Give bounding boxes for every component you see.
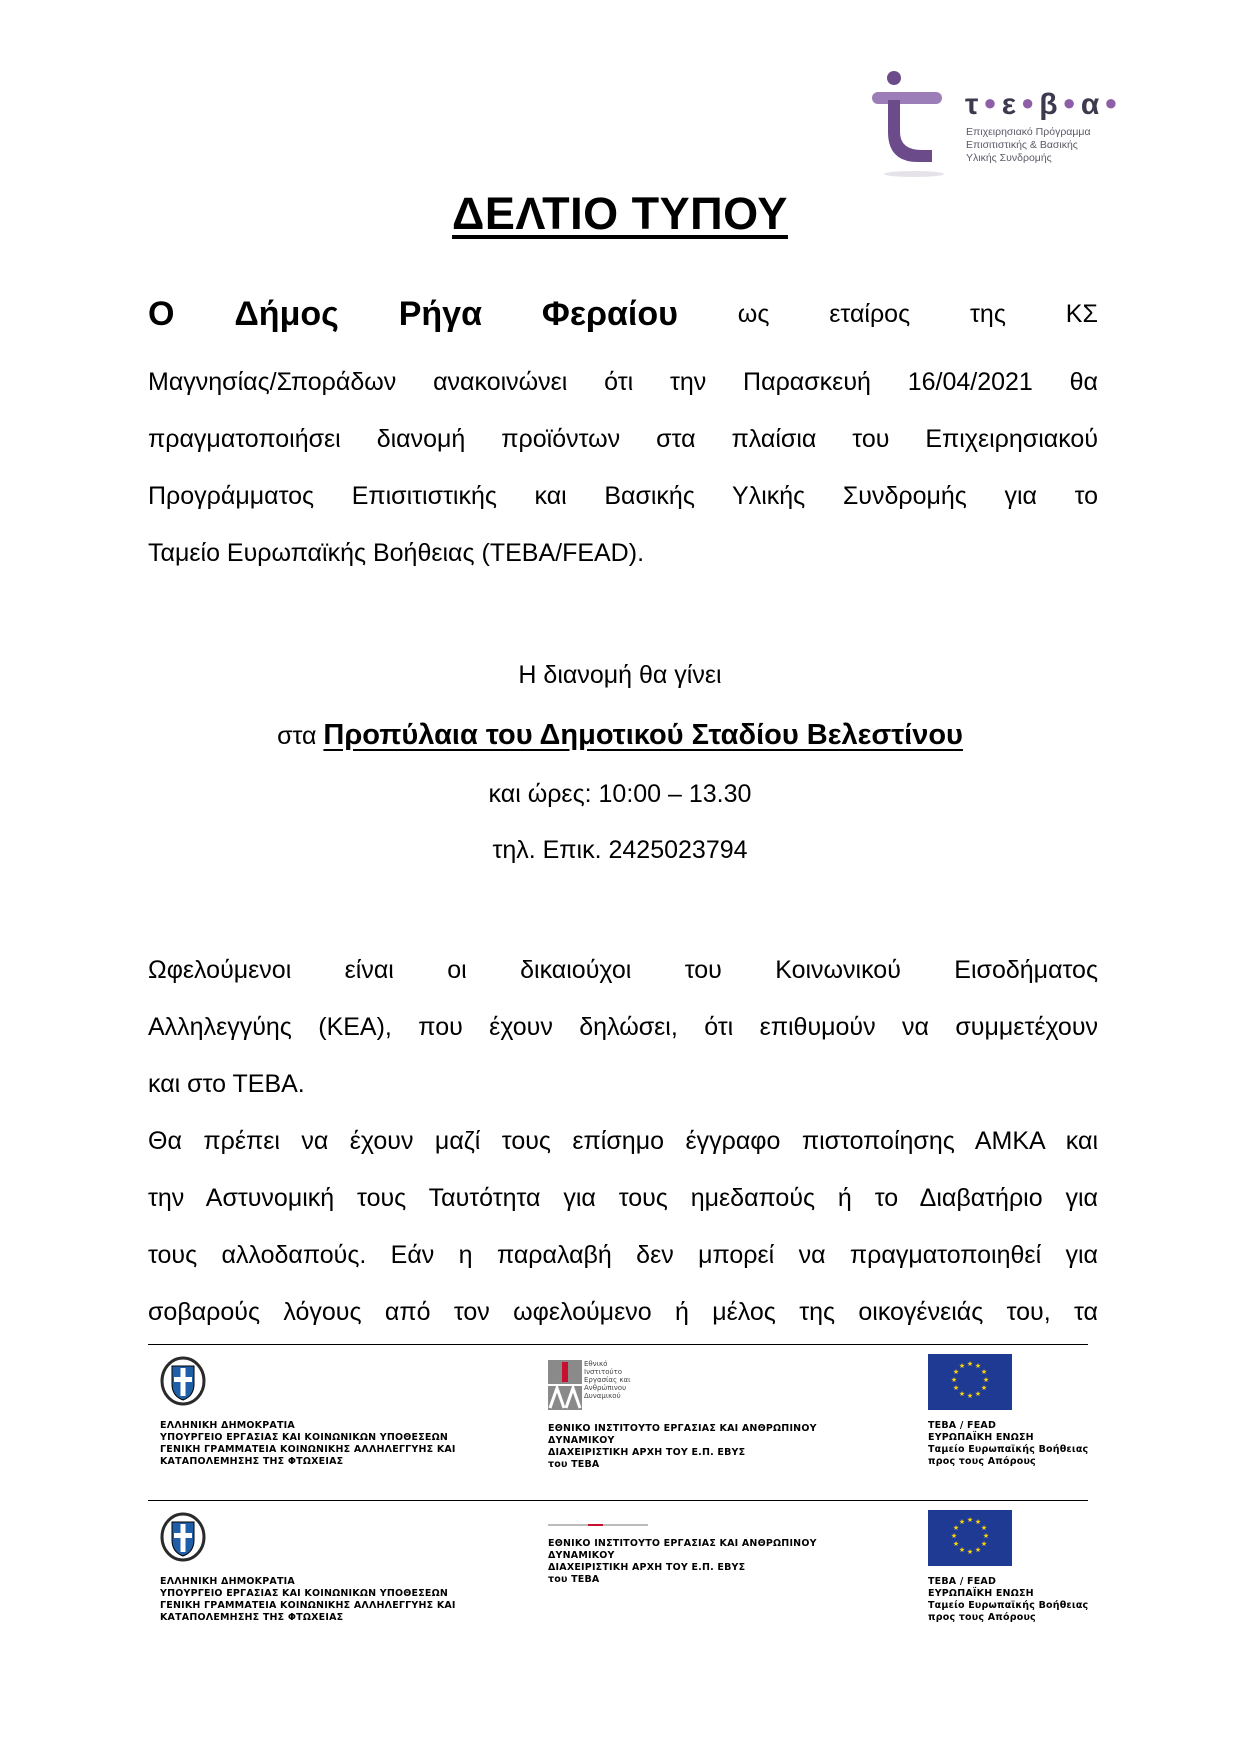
svg-text:★: ★ (966, 1516, 974, 1524)
svg-text:★: ★ (980, 1384, 988, 1392)
svg-text:★: ★ (958, 1546, 966, 1554)
svg-text:★: ★ (980, 1540, 988, 1548)
distribution-phone: τηλ. Επικ. 2425023794 (492, 836, 748, 864)
svg-text:★: ★ (974, 1546, 982, 1554)
eu-flag-icon (928, 1510, 1012, 1566)
greek-coat-of-arms-icon (160, 1512, 206, 1562)
greek-coat-of-arms-icon (160, 1356, 206, 1406)
documents-line: σοβαρούς λόγους από τον ωφελούμενο ή μέλος της οικογένειάς του, τα (148, 1298, 1098, 1326)
documents-line: την Αστυνομική τους Ταυτότητα για τους ημεδαπούς ή το Διαβατήριο για (148, 1184, 1098, 1212)
eiead-logo-fragment (548, 1524, 648, 1526)
svg-text:★: ★ (974, 1518, 982, 1526)
eiead-logo-mark-icon (548, 1360, 582, 1410)
eu-flag-icon (928, 1354, 1012, 1410)
svg-text:★: ★ (974, 1362, 982, 1370)
distribution-hours: και ώρες: 10:00 – 13.30 (488, 780, 752, 808)
footer-divider (148, 1500, 1088, 1501)
svg-text:★: ★ (966, 1360, 974, 1368)
eu-text: ΤΕΒΑ / FEAD ΕΥΡΩΠΑΪΚΗ ΕΝΩΣΗ Ταμείο Ευρωπαϊκής Βοήθειας προς τους Απόρους (928, 1576, 1089, 1623)
eiead-logo-label: Εθνικό Ινστιτούτο Εργασίας και Ανθρώπινου Δυναμικού (584, 1360, 631, 1400)
svg-text:★: ★ (952, 1368, 960, 1376)
ministry-text: ΕΛΛΗΝΙΚΗ ΔΗΜΟΚΡΑΤΙΑ ΥΠΟΥΡΓΕΙΟ ΕΡΓΑΣΙΑΣ ΚΑΙ ΚΟΙΝΩΝΙΚΩΝ ΥΠΟΘΕΣΕΩΝ ΓΕΝΙΚΗ ΓΡΑΜΜΑΤΕΙΑ ΚΟΙΝΩΝΙΚΗΣ ΑΛΛΗΛΕΓΓΥΗΣ ΚΑΙ ΚΑΤΑΠΟΛΕΜΗΣΗΣ ΤΗΣ ΦΤΩΧΕΙΑΣ (160, 1576, 456, 1623)
svg-text:★: ★ (950, 1376, 958, 1384)
svg-text:★: ★ (958, 1362, 966, 1370)
svg-text:★: ★ (966, 1392, 974, 1400)
svg-text:★: ★ (980, 1368, 988, 1376)
documents-line: Θα πρέπει να έχουν μαζί τους επίσημο έγγραφο πιστοποίησης ΑΜΚΑ και (148, 1127, 1098, 1155)
page-title: ΔΕΛΤΙΟ ΤΥΠΟΥ (452, 188, 788, 239)
svg-text:★: ★ (980, 1524, 988, 1532)
distribution-prefix: στα (277, 722, 317, 750)
intro-line: πραγματοποιήσει διανομή προϊόντων στα πλαίσια του Επιχειρησιακού (148, 425, 1098, 453)
footer-divider (148, 1344, 1088, 1345)
svg-text:★: ★ (958, 1518, 966, 1526)
distribution-place-line (0, 713, 1240, 757)
svg-text:★: ★ (950, 1532, 958, 1540)
beneficiaries-line: Ωφελούμενοι είναι οι δικαιούχοι του Κοινωνικού Εισοδήματος (148, 956, 1098, 984)
svg-text:★: ★ (952, 1384, 960, 1392)
svg-text:★: ★ (982, 1376, 990, 1384)
svg-text:★: ★ (952, 1540, 960, 1548)
teva-logo-mark-icon (870, 70, 954, 180)
distribution-place: Προπύλαια του Δημοτικού Σταδίου Βελεστίνου (323, 719, 963, 751)
svg-text:★: ★ (974, 1390, 982, 1398)
institute-text: ΕΘΝΙΚΟ ΙΝΣΤΙΤΟΥΤΟ ΕΡΓΑΣΙΑΣ ΚΑΙ ΑΝΘΡΩΠΙΝΟΥ ΔΥΝΑΜΙΚΟΥ ΔΙΑΧΕΙΡΙΣΤΙΚΗ ΑΡΧΗ ΤΟΥ Ε.Π. ΕΒΥΣ του ΤΕΒΑ (548, 1423, 817, 1470)
teva-logo-wordmark: τ ● ε ● β ● α ● (965, 88, 1119, 121)
eiead-logo (548, 1360, 658, 1410)
documents-line: τους αλλοδαπούς. Εάν η παραλαβή δεν μπορεί να πραγματοποιηθεί για (148, 1241, 1098, 1269)
svg-text:★: ★ (982, 1532, 990, 1540)
svg-text:★: ★ (952, 1524, 960, 1532)
teva-logo-subtitle: Επιχειρησιακό Πρόγραμμα Επισιτιστικής & Βασικής Υλικής Συνδρομής (966, 126, 1091, 164)
intro-lead-line: Ο Δήμος Ρήγα Φεραίου ως εταίρος της ΚΣ (148, 295, 1098, 333)
intro-line: Μαγνησίας/Σποράδων ανακοινώνει ότι την Παρασκευή 16/04/2021 θα (148, 368, 1098, 396)
intro-line: Ταμείο Ευρωπαϊκής Βοήθειας (ΤΕΒΑ/FEAD). (148, 539, 645, 567)
beneficiaries-line: Αλληλεγγύης (ΚΕΑ), που έχουν δηλώσει, ότι επιθυμούν να συμμετέχουν (148, 1013, 1098, 1041)
svg-text:★: ★ (966, 1548, 974, 1556)
svg-text:★: ★ (958, 1390, 966, 1398)
intro-line: Προγράμματος Επισιτιστικής και Βασικής Υλικής Συνδρομής για το (148, 482, 1098, 510)
ministry-text: ΕΛΛΗΝΙΚΗ ΔΗΜΟΚΡΑΤΙΑ ΥΠΟΥΡΓΕΙΟ ΕΡΓΑΣΙΑΣ ΚΑΙ ΚΟΙΝΩΝΙΚΩΝ ΥΠΟΘΕΣΕΩΝ ΓΕΝΙΚΗ ΓΡΑΜΜΑΤΕΙΑ ΚΟΙΝΩΝΙΚΗΣ ΑΛΛΗΛΕΓΓΥΗΣ ΚΑΙ ΚΑΤΑΠΟΛΕΜΗΣΗΣ ΤΗΣ ΦΤΩΧΕΙΑΣ (160, 1420, 456, 1467)
eu-text: ΤΕΒΑ / FEAD ΕΥΡΩΠΑΪΚΗ ΕΝΩΣΗ Ταμείο Ευρωπαϊκής Βοήθειας προς τους Απόρους (928, 1420, 1089, 1467)
distribution-intro: Η διανομή θα γίνει (518, 661, 722, 689)
teva-logo (870, 70, 1119, 180)
institute-text: ΕΘΝΙΚΟ ΙΝΣΤΙΤΟΥΤΟ ΕΡΓΑΣΙΑΣ ΚΑΙ ΑΝΘΡΩΠΙΝΟΥ ΔΥΝΑΜΙΚΟΥ ΔΙΑΧΕΙΡΙΣΤΙΚΗ ΑΡΧΗ ΤΟΥ Ε.Π. ΕΒΥΣ του ΤΕΒΑ (548, 1538, 817, 1585)
beneficiaries-line: και στο ΤΕΒΑ. (148, 1070, 305, 1098)
